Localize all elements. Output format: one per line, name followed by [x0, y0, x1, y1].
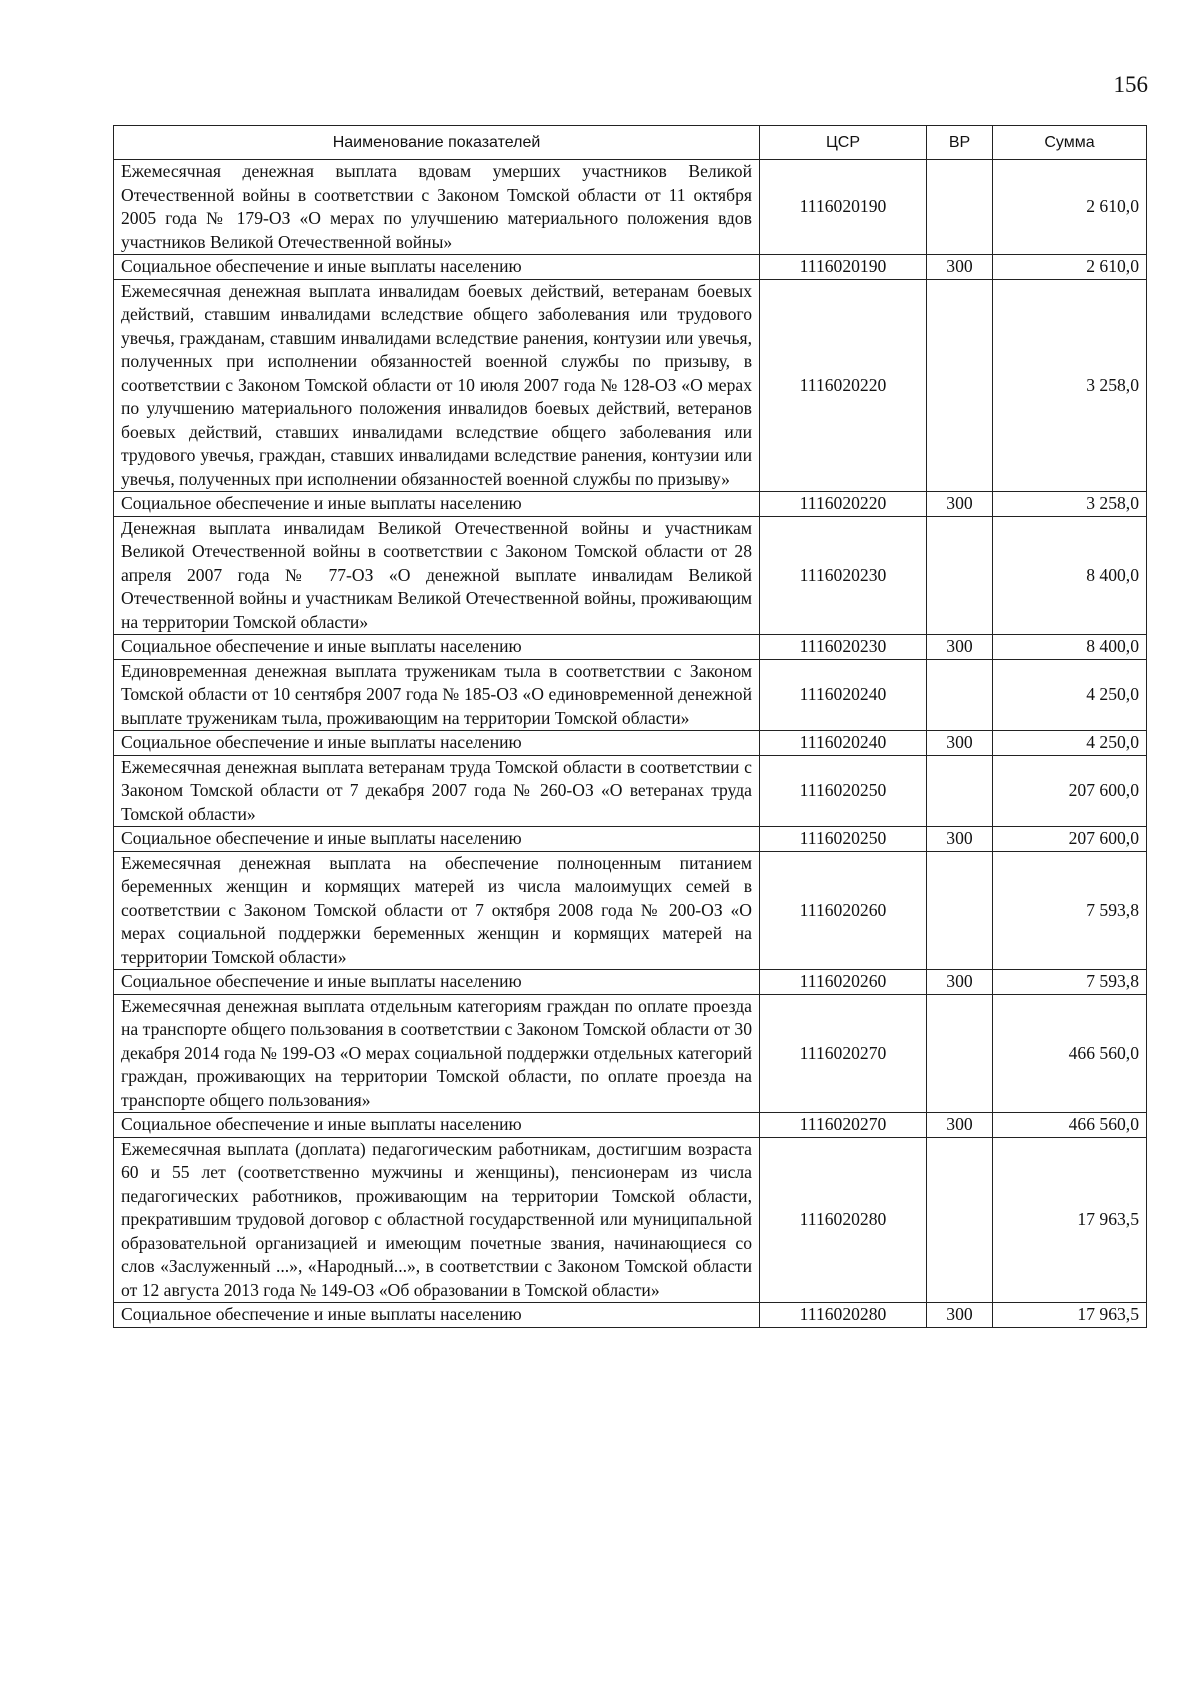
row-sum: 2 610,0 [993, 255, 1147, 280]
table-row [114, 994, 1147, 1113]
row-sum: 17 963,5 [993, 1137, 1147, 1303]
row-name: Ежемесячная денежная выплата вдовам умерших участников Великой Отечественной войны в соответствии с Законом Томской области от 11 октября 2005 года № 179-ОЗ «О мерах по улучшению материального положения вдов участников Великой Отечественной войны» [114, 160, 760, 255]
row-vr [927, 851, 993, 970]
row-sum: 207 600,0 [993, 755, 1147, 827]
row-csr: 1116020240 [760, 659, 927, 731]
row-csr: 1116020230 [760, 516, 927, 635]
row-csr: 1116020220 [760, 492, 927, 517]
table-row [114, 731, 1147, 756]
row-csr: 1116020270 [760, 1113, 927, 1138]
table-row [114, 659, 1147, 731]
table-row [114, 827, 1147, 852]
row-vr [927, 160, 993, 255]
row-name: Ежемесячная денежная выплата отдельным категориям граждан по оплате проезда на транспорте общего пользования в соответствии с Законом Томской области от 30 декабря 2014 года № 199-ОЗ «О мерах социальной поддержки отдельных категорий граждан, проживающих на территории Томской области, по оплате проезда на транспорте общего пользования» [114, 994, 760, 1113]
row-name: Ежемесячная денежная выплата на обеспечение полноценным питанием беременных женщин и кормящих матерей из числа малоимущих семей в соответствии с Законом Томской области от 7 октября 2008 года № 200-ОЗ «О мерах социальной поддержки беременных женщин и кормящих матерей на территории Томской области» [114, 851, 760, 970]
row-name: Социальное обеспечение и иные выплаты населению [114, 827, 760, 852]
row-csr: 1116020230 [760, 635, 927, 660]
row-name: Ежемесячная денежная выплата инвалидам боевых действий, ветеранам боевых действий, ставшим инвалидами вследствие общего заболевания или трудового увечья, гражданам, ставшим инвалидами вследствие ранения, контузии или увечья, полученных при исполнении обязанностей военной службы по призыву, в соответствии с Законом Томской области от 10 июля 2007 года № 128-ОЗ «О мерах по улучшению материального положения инвалидов боевых действий, ветеранов боевых действий, ставших инвалидами вследствие общего заболевания или трудового увечья, граждан, ставших инвалидами вследствие ранения, контузии или увечья, полученных при исполнении обязанностей военной службы по призыву» [114, 279, 760, 492]
row-vr: 300 [927, 970, 993, 995]
row-vr [927, 659, 993, 731]
row-sum: 3 258,0 [993, 492, 1147, 517]
row-csr: 1116020190 [760, 255, 927, 280]
table-row [114, 516, 1147, 635]
table-row [114, 492, 1147, 517]
header-name: Наименование показателей [114, 126, 760, 160]
row-name: Социальное обеспечение и иные выплаты населению [114, 635, 760, 660]
table-row [114, 970, 1147, 995]
row-vr [927, 994, 993, 1113]
budget-table [113, 125, 1147, 1328]
row-sum: 2 610,0 [993, 160, 1147, 255]
row-name: Ежемесячная денежная выплата ветеранам труда Томской области в соответствии с Законом Томской области от 7 декабря 2007 года № 260-ОЗ «О ветеранах труда Томской области» [114, 755, 760, 827]
header-sum: Сумма [993, 126, 1147, 160]
table-row [114, 279, 1147, 492]
row-vr: 300 [927, 255, 993, 280]
row-name: Денежная выплата инвалидам Великой Отечественной войны и участникам Великой Отечественной войны в соответствии с Законом Томской области от 28 апреля 2007 года № 77-ОЗ «О денежной выплате инвалидам Великой Отечественной войны и участникам Великой Отечественной войны, проживающим на территории Томской области» [114, 516, 760, 635]
row-csr: 1116020280 [760, 1137, 927, 1303]
row-vr [927, 279, 993, 492]
row-csr: 1116020280 [760, 1303, 927, 1328]
row-vr [927, 755, 993, 827]
row-name: Единовременная денежная выплата труженикам тыла в соответствии с Законом Томской области от 10 сентября 2007 года № 185-ОЗ «О единовременной денежной выплате труженикам тыла, проживающим на территории Томской области» [114, 659, 760, 731]
table-row [114, 1303, 1147, 1328]
row-sum: 207 600,0 [993, 827, 1147, 852]
row-name: Ежемесячная выплата (доплата) педагогическим работникам, достигшим возраста 60 и 55 лет (соответственно мужчины и женщины), пенсионерам из числа педагогических работников, проживающим на территории Томской области, прекратившим трудовой договор с областной государственной или муниципальной образовательной организацией и имеющим почетные звания, начинающиеся со слов «Заслуженный ...», «Народный...», в соответствии с Законом Томской области от 12 августа 2013 года № 149-ОЗ «Об образовании в Томской области» [114, 1137, 760, 1303]
row-sum: 466 560,0 [993, 994, 1147, 1113]
row-csr: 1116020260 [760, 851, 927, 970]
row-csr: 1116020260 [760, 970, 927, 995]
row-name: Социальное обеспечение и иные выплаты населению [114, 1113, 760, 1138]
row-csr: 1116020190 [760, 160, 927, 255]
row-vr: 300 [927, 1303, 993, 1328]
row-name: Социальное обеспечение и иные выплаты населению [114, 255, 760, 280]
row-sum: 7 593,8 [993, 970, 1147, 995]
table-row [114, 755, 1147, 827]
row-csr: 1116020250 [760, 755, 927, 827]
row-vr: 300 [927, 731, 993, 756]
row-vr [927, 1137, 993, 1303]
row-sum: 3 258,0 [993, 279, 1147, 492]
table-row [114, 851, 1147, 970]
table-row [114, 255, 1147, 280]
row-name: Социальное обеспечение и иные выплаты населению [114, 970, 760, 995]
row-vr [927, 516, 993, 635]
table-row [114, 635, 1147, 660]
row-csr: 1116020220 [760, 279, 927, 492]
row-sum: 8 400,0 [993, 516, 1147, 635]
row-vr: 300 [927, 1113, 993, 1138]
row-sum: 4 250,0 [993, 659, 1147, 731]
row-name: Социальное обеспечение и иные выплаты населению [114, 731, 760, 756]
row-csr: 1116020250 [760, 827, 927, 852]
row-sum: 17 963,5 [993, 1303, 1147, 1328]
row-sum: 7 593,8 [993, 851, 1147, 970]
row-name: Социальное обеспечение и иные выплаты населению [114, 492, 760, 517]
row-vr: 300 [927, 635, 993, 660]
table-row [114, 1137, 1147, 1303]
row-csr: 1116020270 [760, 994, 927, 1113]
table-header-row [114, 126, 1147, 160]
row-sum: 8 400,0 [993, 635, 1147, 660]
row-sum: 4 250,0 [993, 731, 1147, 756]
page-number: 156 [1113, 72, 1148, 97]
row-csr: 1116020240 [760, 731, 927, 756]
table-row [114, 160, 1147, 255]
table-row [114, 1113, 1147, 1138]
row-name: Социальное обеспечение и иные выплаты населению [114, 1303, 760, 1328]
row-vr: 300 [927, 492, 993, 517]
header-csr: ЦСР [760, 126, 927, 160]
header-vr: ВР [927, 126, 993, 160]
row-vr: 300 [927, 827, 993, 852]
row-sum: 466 560,0 [993, 1113, 1147, 1138]
